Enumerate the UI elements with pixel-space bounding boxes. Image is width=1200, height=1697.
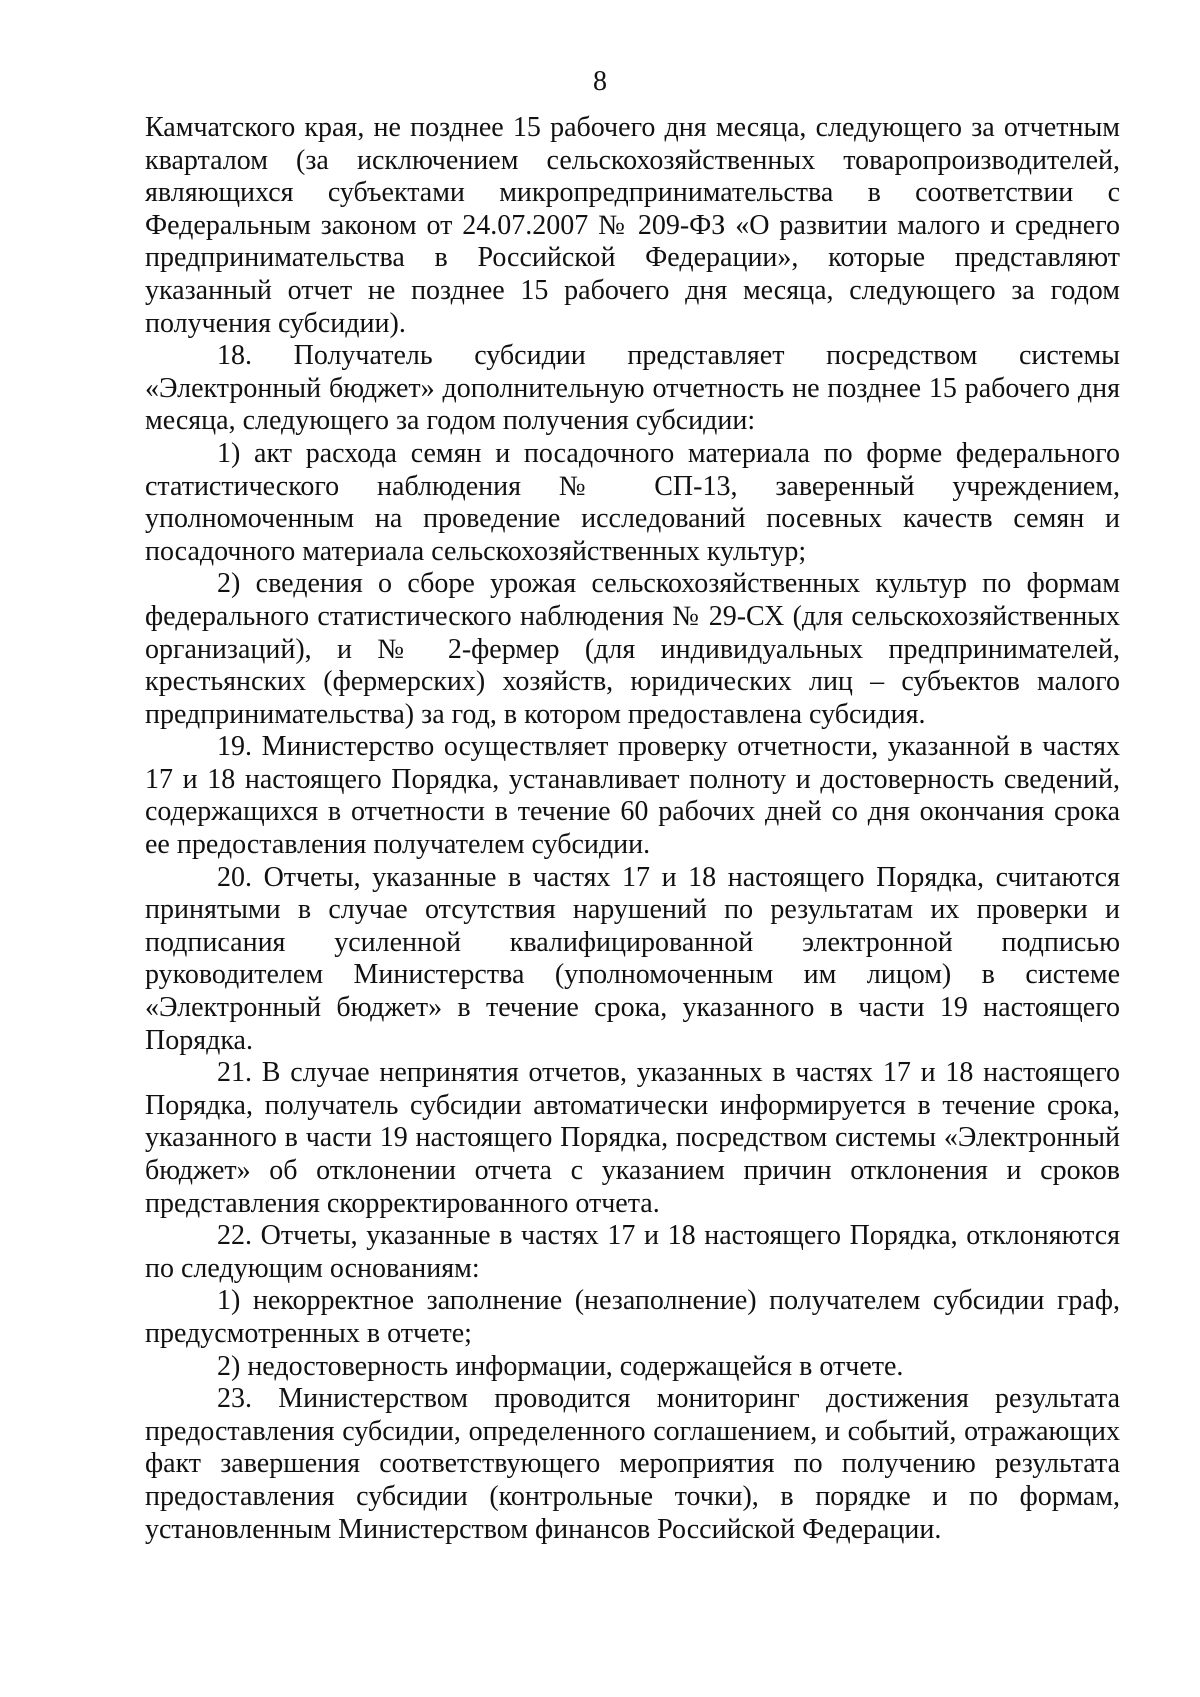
- paragraph-18: 18. Получатель субсидии представляет посредством системы «Электронный бюджет» дополнительную отчетность не позднее 15 рабочего дня месяца, следующего за годом получения субсидии:: [145, 340, 1120, 437]
- paragraph-18-item-1: 1) акт расхода семян и посадочного материала по форме федерального статистического наблюдения № СП-13, заверенный учреждением, уполномоченным на проведение исследований посевных качеств семян и посадочного материала сельскохозяйственных культур;: [145, 437, 1120, 567]
- paragraph-23: 23. Министерством проводится мониторинг достижения результата предоставления субсидии, определенного соглашением, и событий, отражающих факт завершения соответствующего мероприятия по получению результата предоставления субсидии (контрольные точки), в порядке и по формам, установленным Министерством финансов Российской Федерации.: [145, 1383, 1120, 1545]
- paragraph-21: 21. В случае непринятия отчетов, указанных в частях 17 и 18 настоящего Порядка, получатель субсидии автоматически информируется в течение срока, указанного в части 19 настоящего Порядка, посредством системы «Электронный бюджет» об отклонении отчета с указанием причин отклонения и сроков представления скорректированного отчета.: [145, 1057, 1120, 1219]
- paragraph-22-item-1: 1) некорректное заполнение (незаполнение) получателем субсидии граф, предусмотренных в отчете;: [145, 1285, 1120, 1349]
- paragraph-20: 20. Отчеты, указанные в частях 17 и 18 настоящего Порядка, считаются принятыми в случае отсутствия нарушений по результатам их проверки и подписания усиленной квалифицированной электронной подписью руководителем Министерства (уполномоченным им лицом) в системе «Электронный бюджет» в течение срока, указанного в части 19 настоящего Порядка.: [145, 861, 1120, 1056]
- paragraph-18-item-2: 2) сведения о сборе урожая сельскохозяйственных культур по формам федерального статистического наблюдения № 29-СХ (для сельскохозяйственных организаций), и № 2-фермер (для индивидуальных предпринимателей, крестьянских (фермерских) хозяйств, юридических лиц – субъектов малого предпринимательства) за год, в котором предоставлена субсидия.: [145, 568, 1120, 730]
- page-number: 8: [593, 66, 607, 97]
- paragraph-continuation: Камчатского края, не позднее 15 рабочего дня месяца, следующего за отчетным кварталом (за исключением сельскохозяйственных товаропроизводителей, являющихся субъектами микропредпринимательства в соответствии с Федеральным законом от 24.07.2007 № 209-ФЗ «О развитии малого и среднего предпринимательства в Российской Федерации», которые представляют указанный отчет не позднее 15 рабочего дня месяца, следующего за годом получения субсидии).: [145, 112, 1120, 339]
- paragraph-22-item-2: 2) недостоверность информации, содержащейся в отчете.: [217, 1350, 904, 1382]
- document-body: [145, 112, 1120, 1546]
- paragraph-22: 22. Отчеты, указанные в частях 17 и 18 настоящего Порядка, отклоняются по следующим основаниям:: [145, 1220, 1120, 1284]
- paragraph-19: 19. Министерство осуществляет проверку отчетности, указанной в частях 17 и 18 настоящего Порядка, устанавливает полноту и достоверность сведений, содержащихся в отчетности в течение 60 рабочих дней со дня окончания срока ее предоставления получателем субсидии.: [145, 731, 1120, 861]
